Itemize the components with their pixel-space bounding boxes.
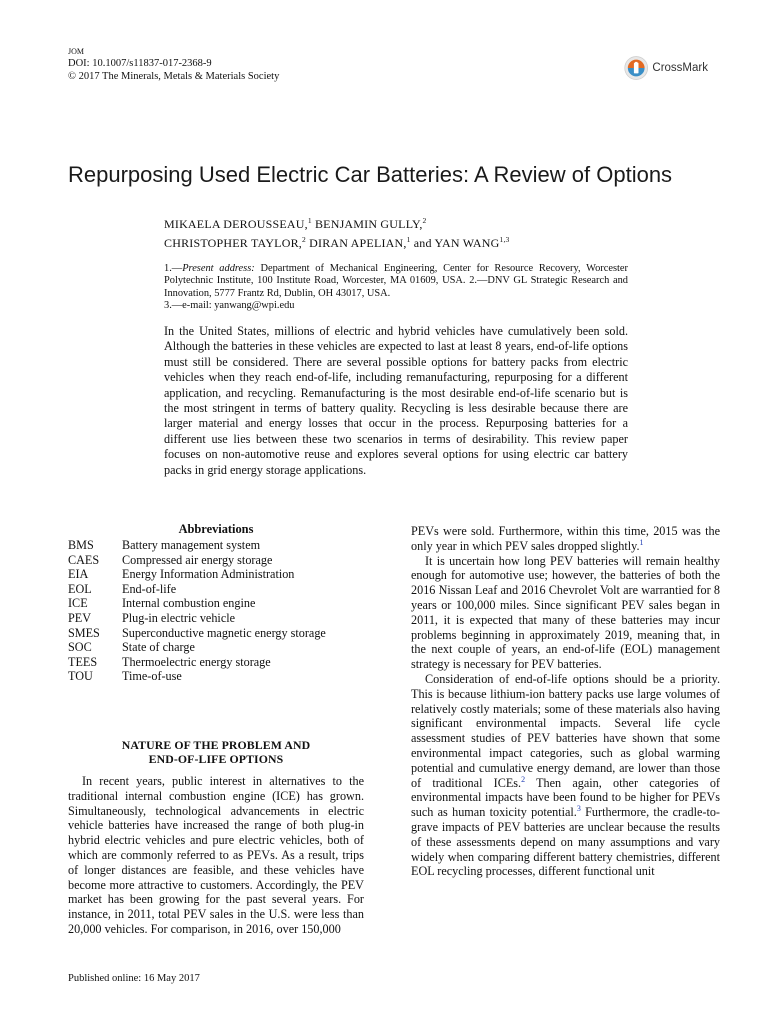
- section-heading-line: END-OF-LIFE OPTIONS: [148, 752, 284, 767]
- abbreviation-row: [68, 567, 364, 582]
- crossmark-icon: [624, 52, 648, 84]
- abbreviation-term: TOU: [68, 669, 93, 684]
- abbreviation-term: CAES: [68, 552, 100, 567]
- abbreviation-term: TEES: [68, 654, 98, 669]
- author-list: [164, 213, 634, 251]
- author-name: BENJAMIN GULLY,: [311, 217, 423, 231]
- abbreviation-term: ICE: [68, 596, 88, 611]
- author-affil-mark: 1: [307, 216, 312, 225]
- journal-name: JOM: [68, 47, 85, 56]
- contact-email[interactable]: 3.—e-mail: yanwang@wpi.edu: [164, 300, 295, 312]
- abstract: In the United States, millions of electric and hybrid vehicles have cumulatively been sold. Although the batteries in these vehicles are expected to last at least 8 years, end-of-life options must still be considered. There are several possible options for battery packs from electric vehicles when they reach end-of-life, including remanufacturing, repurposing for a different application, and recycling. Remanufacturing is the most desirable end-of-life scenario but is the most stringent in terms of battery quality. Recycling is less desirable because there are larger material and energy losses that occur in the process. Repurposing batteries for a different use lies between these two scenarios in terms of desirability. This review paper focuses on non-automotive reuse and explores several options for using electric car battery packs in grid energy storage applications.: [164, 324, 628, 477]
- citation-link[interactable]: 1: [639, 537, 644, 547]
- section-heading-line: NATURE OF THE PROBLEM AND: [121, 737, 311, 752]
- author-affil-mark: 1: [406, 235, 411, 244]
- doi-link[interactable]: DOI: 10.1007/s11837-017-2368-9: [68, 58, 212, 69]
- body-paragraph: It is uncertain how long PEV batteries will remain healthy enough for automotive use; however, the batteries of both the 2016 Nissan Leaf and 2016 Chevrolet Volt are warrantied for 8 years or 100,000 miles. Since significant PEV sales began in 2011, it is expected that many of these batteries may incur problems beginning in approximately 2019, meaning that, in the next couple of years, an end-of-life (EOL) management strategy is necessary for PEV batteries.: [411, 553, 720, 672]
- abbreviation-definition: End-of-life: [122, 581, 177, 596]
- body-paragraph: [411, 524, 720, 554]
- abbreviation-row: [68, 655, 364, 670]
- abbreviation-term: SOC: [68, 640, 92, 655]
- abbreviation-row: [68, 611, 364, 626]
- abbreviation-term: EOL: [68, 581, 92, 596]
- body-paragraph: In recent years, public interest in alternatives to the traditional internal combustion engine (ICE) has grown. Simultaneously, technological advancements in electric vehicle batteries have increased the range of both plug-in hybrid electric vehicles and pure electric vehicles, both of which are commonly referred to as PEVs. As a result, trips of longer distances are feasible, and these vehicles have become more attractive to customers. Accordingly, the PEV market has been growing for the past several years. For instance, in 2011, total PEV sales in the U.S. were less than 20,000 vehicles. For comparison, in 2016, over 150,000: [68, 773, 364, 936]
- abbreviation-definition: Internal combustion engine: [122, 596, 256, 611]
- abbreviation-definition: Time-of-use: [122, 669, 182, 684]
- author-name: MIKAELA DEROUSSEAU,: [164, 217, 308, 231]
- abbreviation-row: [68, 553, 364, 568]
- crossmark-label: CrossMark: [652, 62, 708, 74]
- author-affil-mark: 1,3: [499, 235, 510, 244]
- abbreviation-definition: Battery management system: [122, 538, 261, 552]
- article-title: Repurposing Used Electric Car Batteries: A Review of Options: [68, 162, 673, 187]
- affiliations: [164, 263, 628, 313]
- abbreviation-term: PEV: [68, 610, 92, 625]
- citation-link[interactable]: 2: [521, 774, 526, 784]
- left-column: [68, 521, 364, 937]
- abbreviation-definition: State of charge: [122, 640, 195, 655]
- abbreviation-definition: Thermoelectric energy storage: [122, 654, 271, 669]
- crossmark-badge[interactable]: [624, 51, 708, 85]
- paragraph-text: Then again, other categories of environmental impacts have been found to be higher for PEVs such as human toxicity potential.: [411, 775, 720, 820]
- author-name: DIRAN APELIAN,: [305, 236, 407, 250]
- citation-link[interactable]: 3: [576, 804, 581, 814]
- abbreviation-definition: Compressed air energy storage: [122, 552, 273, 567]
- affiliation-label: Present address:: [182, 263, 255, 274]
- copyright-notice: © 2017 The Minerals, Metals & Materials Society: [68, 71, 280, 82]
- abbreviation-definition: Plug-in electric vehicle: [122, 610, 236, 625]
- author-name: CHRISTOPHER TAYLOR,: [164, 236, 302, 250]
- section-heading: [68, 738, 364, 767]
- abbreviation-definition: Energy Information Administration: [122, 567, 295, 582]
- affiliation-number: 1.—: [164, 263, 183, 274]
- abbreviation-row: [68, 596, 364, 611]
- abbreviation-row: [68, 538, 364, 553]
- abbreviation-row: [68, 640, 364, 655]
- abbreviation-term: BMS: [68, 538, 94, 552]
- author-affil-mark: 2: [422, 216, 427, 225]
- abbreviations-heading: Abbreviations: [178, 522, 254, 536]
- paragraph-text: Furthermore, the cradle-to-grave impacts of PEV batteries are unclear because the results of these assessments depend on many assumptions and vary widely when comparing different battery chemistries, different EOL recycling processes, different functional unit: [411, 805, 720, 879]
- abbreviation-term: SMES: [68, 625, 100, 640]
- abbreviation-row: [68, 626, 364, 641]
- right-column: [411, 524, 720, 879]
- paragraph-text: Consideration of end-of-life options should be a priority. This is because lithium-ion battery packs use large volumes of relatively costly materials; some of these materials also having significant environmental impacts. Several life cycle assessment studies of PEV batteries have shown that some environmental impact categories, such as global warming potential and cumulative energy demand, are lower than those of traditional ICEs.: [411, 671, 720, 790]
- paragraph-text: PEVs were sold. Furthermore, within this time, 2015 was the only year in which PEV sales dropped slightly.: [411, 524, 720, 553]
- published-date: Published online: 16 May 2017: [68, 973, 200, 984]
- author-name: and YAN WANG: [410, 236, 500, 250]
- body-paragraph: [411, 672, 720, 879]
- abbreviation-row: [68, 582, 364, 597]
- article-meta: [68, 47, 279, 83]
- abbreviations-list: [68, 538, 364, 684]
- affiliation-text: Department of Mechanical Engineering, Center for Resource Recovery, Worcester Polytechnic Institute, 100 Institute Road, Worcester, MA 01609, USA. 2.—DNV GL Strategic Research and Innovation, 5777 Frantz Rd, Dublin, OH 43017, USA.: [164, 263, 628, 299]
- abbreviation-term: EIA: [68, 567, 89, 582]
- abbreviation-row: [68, 669, 364, 684]
- author-affil-mark: 2: [301, 235, 306, 244]
- abbreviation-definition: Superconductive magnetic energy storage: [122, 625, 326, 640]
